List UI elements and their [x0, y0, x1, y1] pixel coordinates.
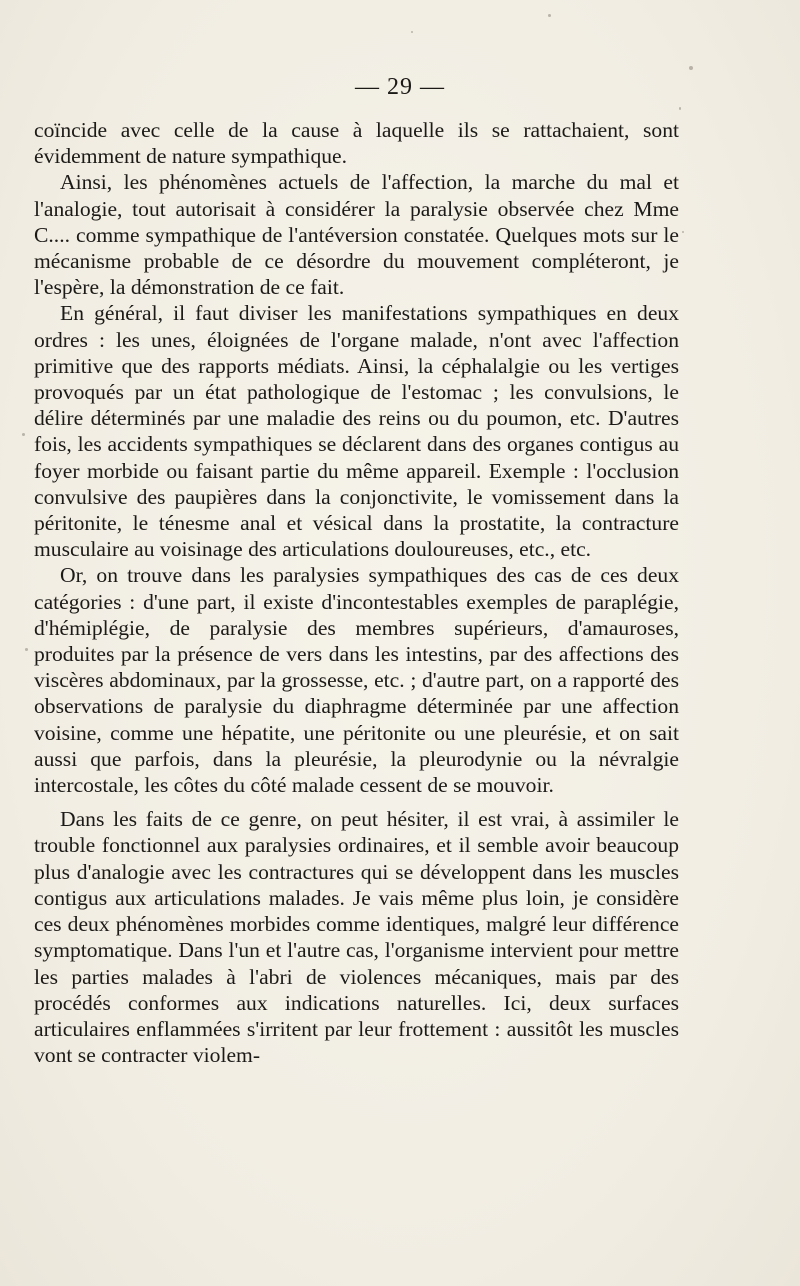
- paper-speck: [22, 433, 25, 436]
- paragraph-3: En général, il faut diviser les manifestations sympathiques en deux ordres : les unes, éloignées de l'organe malade, n'ont avec l'affection primitive que des rapports médiats. Ainsi, la céphalalgie ou les vertiges provoqués par un état pathologique de l'estomac ; les convulsions, le délire déterminés par une maladie des reins ou du poumon, etc. D'autres fois, les accidents sympathiques se déclarent dans des organes contigus au foyer morbide ou faisant partie du même appareil. Exemple : l'occlusion convulsive des paupières dans la conjonctivite, le vomissement dans la péritonite, le ténesme anal et vésical dans la prostatite, la contracture musculaire au voisinage des articulations douloureuses, etc., etc.: [34, 301, 679, 562]
- body-text: [34, 117, 679, 1068]
- paper-speck: [548, 14, 551, 17]
- paragraph-5: Dans les faits de ce genre, on peut hésiter, il est vrai, à assimiler le trouble fonctionnel aux paralysies ordinaires, et il semble avoir beaucoup plus d'analogie avec les contractures qui se développent dans les muscles contigus aux articulations malades. Je vais même plus loin, je considère ces deux phénomènes morbides comme identiques, malgré leur différence symptomatique. Dans l'un et l'autre cas, l'organisme intervient pour mettre les parties malades à l'abri de violences mécaniques, mais par des procédés conformes aux indications naturelles. Ici, deux surfaces articulaires enflammées s'irritent par leur frottement : aussitôt les muscles vont se contracter violem-: [34, 807, 679, 1068]
- paragraph-gap: [34, 798, 679, 806]
- paragraph-1: coïncide avec celle de la cause à laquelle ils se rattachaient, sont évidemment de nature sympathique.: [34, 118, 679, 169]
- page-number: — 29 —: [355, 74, 445, 100]
- paragraph-2: Ainsi, les phénomènes actuels de l'affection, la marche du mal et l'analogie, tout autorisait à considérer la paralysie observée chez Mme C.... comme sympathique de l'antéversion constatée. Quelques mots sur le mécanisme probable de ce désordre du mouvement compléteront, je l'espère, la démonstration de ce fait.: [34, 170, 679, 300]
- paper-speck: [25, 648, 28, 651]
- paper-speck: [682, 231, 684, 233]
- paper-speck: [411, 31, 413, 33]
- paper-speck: [689, 66, 693, 70]
- paper-speck: [679, 107, 681, 110]
- paragraph-4: Or, on trouve dans les paralysies sympathiques des cas de ces deux catégories : d'une part, il existe d'incontestables exemples de paraplégie, d'hémiplégie, de paralysie des membres supérieurs, d'amauroses, produites par la présence de vers dans les intestins, par des affections des viscères abdominaux, par la grossesse, etc. ; d'autre part, on a rapporté des observations de paralysie du diaphragme déterminée par une affection voisine, comme une hépatite, une péritonite ou une pleurésie, et on sait aussi que parfois, dans la pleurésie, la pleurodynie ou la névralgie intercostale, les côtes du côté malade cessent de se mouvoir.: [34, 563, 679, 798]
